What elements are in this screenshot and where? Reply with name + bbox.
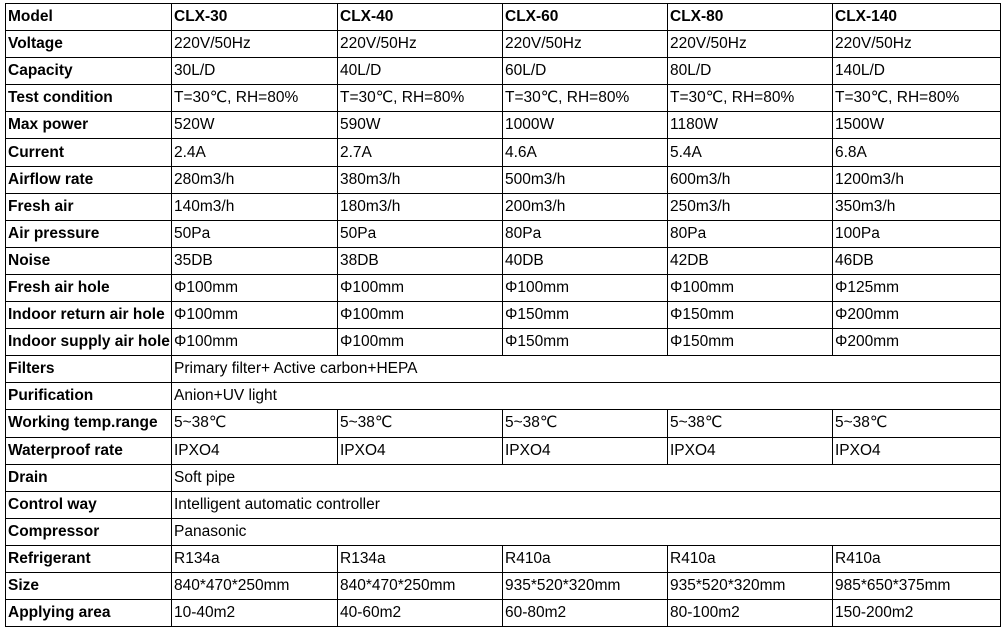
table-cell: 42DB bbox=[668, 247, 833, 274]
table-cell: 280m3/h bbox=[172, 166, 338, 193]
row-label: Indoor supply air hole bbox=[6, 329, 172, 356]
table-cell: 5~38℃ bbox=[833, 410, 1001, 437]
header-model-label: Model bbox=[6, 4, 172, 31]
spec-table bbox=[5, 3, 1001, 627]
table-row bbox=[6, 491, 1001, 518]
table-cell-merged: Panasonic bbox=[172, 518, 1001, 545]
table-cell: 220V/50Hz bbox=[172, 31, 338, 58]
table-row bbox=[6, 356, 1001, 383]
table-cell: 2.4A bbox=[172, 139, 338, 166]
table-cell-merged: Primary filter+ Active carbon+HEPA bbox=[172, 356, 1001, 383]
table-cell: 250m3/h bbox=[668, 193, 833, 220]
row-label: Waterproof rate bbox=[6, 437, 172, 464]
table-cell: R410a bbox=[833, 545, 1001, 572]
row-label: Voltage bbox=[6, 31, 172, 58]
table-cell: 500m3/h bbox=[503, 166, 668, 193]
table-cell: 5.4A bbox=[668, 139, 833, 166]
table-cell: 40-60m2 bbox=[338, 600, 503, 627]
table-cell: Φ100mm bbox=[503, 274, 668, 301]
table-cell: 2.7A bbox=[338, 139, 503, 166]
table-cell: 935*520*320mm bbox=[503, 572, 668, 599]
table-cell: IPXO4 bbox=[172, 437, 338, 464]
table-cell: 985*650*375mm bbox=[833, 572, 1001, 599]
row-label: Size bbox=[6, 572, 172, 599]
table-cell: 520W bbox=[172, 112, 338, 139]
table-row bbox=[6, 247, 1001, 274]
table-cell: Φ150mm bbox=[668, 329, 833, 356]
table-cell: 60L/D bbox=[503, 58, 668, 85]
table-cell: Φ125mm bbox=[833, 274, 1001, 301]
row-label: Working temp.range bbox=[6, 410, 172, 437]
table-row bbox=[6, 600, 1001, 627]
table-cell: 140m3/h bbox=[172, 193, 338, 220]
table-cell: 180m3/h bbox=[338, 193, 503, 220]
table-row bbox=[6, 383, 1001, 410]
table-cell: 840*470*250mm bbox=[338, 572, 503, 599]
table-cell: Φ100mm bbox=[172, 274, 338, 301]
table-cell: 40DB bbox=[503, 247, 668, 274]
header-model-3: CLX-60 bbox=[503, 4, 668, 31]
table-cell: 150-200m2 bbox=[833, 600, 1001, 627]
row-label: Indoor return air hole bbox=[6, 302, 172, 329]
table-cell: IPXO4 bbox=[338, 437, 503, 464]
table-cell: 40L/D bbox=[338, 58, 503, 85]
row-label: Control way bbox=[6, 491, 172, 518]
table-cell: R134a bbox=[172, 545, 338, 572]
table-cell: IPXO4 bbox=[833, 437, 1001, 464]
table-cell: Φ150mm bbox=[668, 302, 833, 329]
table-cell: 5~38℃ bbox=[668, 410, 833, 437]
table-cell: Φ100mm bbox=[338, 329, 503, 356]
table-cell: 35DB bbox=[172, 247, 338, 274]
table-cell: 50Pa bbox=[338, 220, 503, 247]
table-row bbox=[6, 572, 1001, 599]
row-label: Current bbox=[6, 139, 172, 166]
table-cell: 200m3/h bbox=[503, 193, 668, 220]
table-cell: 5~38℃ bbox=[503, 410, 668, 437]
row-label: Fresh air bbox=[6, 193, 172, 220]
table-body bbox=[6, 31, 1001, 627]
table-cell: 60-80m2 bbox=[503, 600, 668, 627]
table-cell: 5~38℃ bbox=[338, 410, 503, 437]
table-row bbox=[6, 464, 1001, 491]
table-cell: Φ100mm bbox=[668, 274, 833, 301]
table-cell: Φ200mm bbox=[833, 329, 1001, 356]
table-cell: T=30℃, RH=80% bbox=[503, 85, 668, 112]
table-cell: 220V/50Hz bbox=[668, 31, 833, 58]
table-cell: T=30℃, RH=80% bbox=[338, 85, 503, 112]
table-row bbox=[6, 545, 1001, 572]
table-cell: Φ150mm bbox=[503, 329, 668, 356]
table-cell: Φ100mm bbox=[172, 329, 338, 356]
table-cell: 380m3/h bbox=[338, 166, 503, 193]
table-cell-merged: Intelligent automatic controller bbox=[172, 491, 1001, 518]
table-cell: IPXO4 bbox=[668, 437, 833, 464]
table-cell: IPXO4 bbox=[503, 437, 668, 464]
table-row bbox=[6, 193, 1001, 220]
table-cell: 6.8A bbox=[833, 139, 1001, 166]
table-cell: Φ100mm bbox=[172, 302, 338, 329]
table-cell-merged: Anion+UV light bbox=[172, 383, 1001, 410]
table-cell: 1180W bbox=[668, 112, 833, 139]
table-cell: 50Pa bbox=[172, 220, 338, 247]
table-cell: 10-40m2 bbox=[172, 600, 338, 627]
row-label: Applying area bbox=[6, 600, 172, 627]
header-model-5: CLX-140 bbox=[833, 4, 1001, 31]
table-row bbox=[6, 302, 1001, 329]
header-model-1: CLX-30 bbox=[172, 4, 338, 31]
header-row bbox=[6, 4, 1001, 31]
table-cell: 80Pa bbox=[503, 220, 668, 247]
table-cell: 220V/50Hz bbox=[338, 31, 503, 58]
row-label: Capacity bbox=[6, 58, 172, 85]
row-label: Compressor bbox=[6, 518, 172, 545]
table-row bbox=[6, 31, 1001, 58]
table-row bbox=[6, 166, 1001, 193]
row-label: Test condition bbox=[6, 85, 172, 112]
table-row bbox=[6, 139, 1001, 166]
table-row bbox=[6, 58, 1001, 85]
table-row bbox=[6, 220, 1001, 247]
header-model-4: CLX-80 bbox=[668, 4, 833, 31]
table-row bbox=[6, 410, 1001, 437]
row-label: Airflow rate bbox=[6, 166, 172, 193]
row-label: Purification bbox=[6, 383, 172, 410]
row-label: Max power bbox=[6, 112, 172, 139]
table-cell: 4.6A bbox=[503, 139, 668, 166]
table-row bbox=[6, 112, 1001, 139]
table-row bbox=[6, 518, 1001, 545]
table-cell: 590W bbox=[338, 112, 503, 139]
header-model-2: CLX-40 bbox=[338, 4, 503, 31]
row-label: Drain bbox=[6, 464, 172, 491]
row-label: Air pressure bbox=[6, 220, 172, 247]
table-cell: T=30℃, RH=80% bbox=[833, 85, 1001, 112]
table-cell: Φ150mm bbox=[503, 302, 668, 329]
row-label: Filters bbox=[6, 356, 172, 383]
table-cell: 600m3/h bbox=[668, 166, 833, 193]
table-cell: 80L/D bbox=[668, 58, 833, 85]
table-row bbox=[6, 85, 1001, 112]
table-cell: Φ100mm bbox=[338, 302, 503, 329]
table-cell: 5~38℃ bbox=[172, 410, 338, 437]
table-cell: R410a bbox=[668, 545, 833, 572]
table-cell: 935*520*320mm bbox=[668, 572, 833, 599]
table-cell: 140L/D bbox=[833, 58, 1001, 85]
table-row bbox=[6, 329, 1001, 356]
table-cell: 220V/50Hz bbox=[833, 31, 1001, 58]
table-cell: R134a bbox=[338, 545, 503, 572]
table-cell: Φ200mm bbox=[833, 302, 1001, 329]
table-cell-merged: Soft pipe bbox=[172, 464, 1001, 491]
table-cell: Φ100mm bbox=[338, 274, 503, 301]
table-cell: 1500W bbox=[833, 112, 1001, 139]
table-cell: R410a bbox=[503, 545, 668, 572]
table-cell: 46DB bbox=[833, 247, 1001, 274]
table-cell: 220V/50Hz bbox=[503, 31, 668, 58]
table-cell: T=30℃, RH=80% bbox=[668, 85, 833, 112]
table-cell: 350m3/h bbox=[833, 193, 1001, 220]
table-cell: 1000W bbox=[503, 112, 668, 139]
row-label: Refrigerant bbox=[6, 545, 172, 572]
table-cell: T=30℃, RH=80% bbox=[172, 85, 338, 112]
table-cell: 840*470*250mm bbox=[172, 572, 338, 599]
table-cell: 38DB bbox=[338, 247, 503, 274]
row-label: Noise bbox=[6, 247, 172, 274]
table-cell: 80-100m2 bbox=[668, 600, 833, 627]
table-cell: 80Pa bbox=[668, 220, 833, 247]
table-row bbox=[6, 437, 1001, 464]
table-cell: 100Pa bbox=[833, 220, 1001, 247]
table-cell: 30L/D bbox=[172, 58, 338, 85]
row-label: Fresh air hole bbox=[6, 274, 172, 301]
table-row bbox=[6, 274, 1001, 301]
table-cell: 1200m3/h bbox=[833, 166, 1001, 193]
